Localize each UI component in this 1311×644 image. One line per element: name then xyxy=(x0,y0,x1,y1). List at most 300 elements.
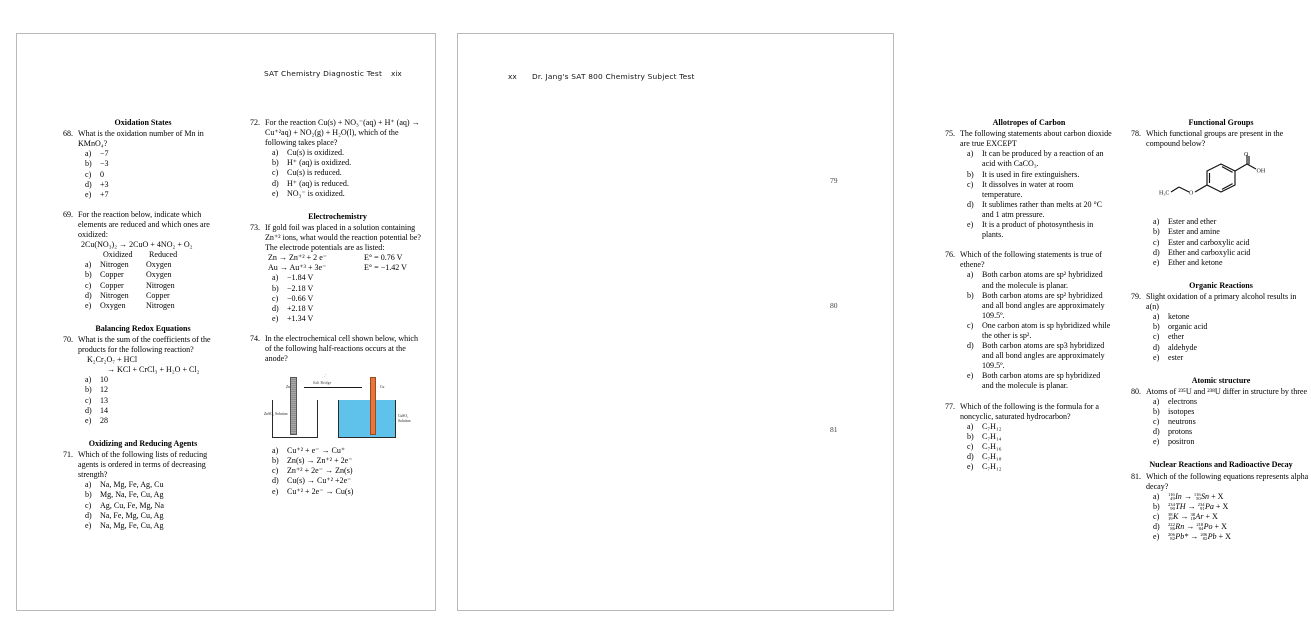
choice[interactable] xyxy=(85,490,223,500)
question-70-equation-line-2: → KCl + CrCl₃ + H₂O + Cl₂ xyxy=(107,365,200,375)
choice-label: d) xyxy=(272,476,279,486)
section-title-nuclear-reactions: Nuclear Reactions and Radioactive Decay xyxy=(1149,460,1293,470)
choice[interactable] xyxy=(85,260,223,270)
question-79-choices xyxy=(1131,312,1311,362)
choice-label: d) xyxy=(1153,342,1160,352)
choice-label: c) xyxy=(85,500,92,510)
choice-label: b) xyxy=(272,158,279,168)
choice-label: a) xyxy=(85,375,92,385)
choice-text: Ether and carboxylic acid xyxy=(1168,247,1251,257)
choice-text: It sublimes rather than melts at 20 °C and 1 atm pressure. xyxy=(982,199,1103,219)
choice[interactable] xyxy=(272,284,425,294)
running-head-right: Dr. Jang's SAT 800 Chemistry Subject Test xyxy=(532,72,695,81)
choice[interactable] xyxy=(272,304,425,314)
choice-label: e) xyxy=(967,462,974,472)
choice[interactable] xyxy=(967,341,1113,371)
choice-text: 0 xyxy=(100,169,105,179)
right-solution-label: CuSO₄ Solution xyxy=(398,414,411,423)
choice-text: One carbon atom is sp hybridized while the other is sp². xyxy=(982,320,1111,340)
choice-label: d) xyxy=(85,405,92,415)
question-75-number: 75. xyxy=(945,129,956,139)
choice[interactable] xyxy=(967,432,1113,442)
choice-label: a) xyxy=(967,421,974,431)
question-70-number: 70. xyxy=(63,335,74,344)
question-81-number: 81. xyxy=(1131,471,1142,481)
choice[interactable] xyxy=(85,375,223,385)
salt-bridge-label: Salt Bridge xyxy=(313,381,332,386)
choice-text: It dissolves in water at room temperature. xyxy=(982,179,1074,199)
question-70-equation-line-1: K₂Cr₂O₇ + HCl xyxy=(87,355,138,365)
choice-label: e) xyxy=(272,313,279,323)
question-76-choices xyxy=(945,270,1113,391)
choice-text: protons xyxy=(1168,427,1193,437)
choice-label: a) xyxy=(272,446,279,456)
choice[interactable] xyxy=(1153,532,1311,542)
choice-label: e) xyxy=(967,371,974,381)
question-77-text: Which of the following is the formula for a noncyclic, saturated hydrocarbon? xyxy=(960,401,1099,421)
nuclear-equation: 222 86Rn → 218 84Po + X xyxy=(1168,521,1227,532)
choice-label: e) xyxy=(272,486,279,496)
choice-text: +7 xyxy=(100,189,109,199)
choice-label: c) xyxy=(85,280,92,290)
question-80-number: 80. xyxy=(1131,386,1142,396)
choice-oxidized: Nitrogen xyxy=(100,260,129,270)
question-78-text: Which functional groups are present in the compound below? xyxy=(1146,129,1284,149)
choice-label: c) xyxy=(1153,512,1160,522)
question-72-text: For the reaction Cu(s) + NO₃⁻(aq) + H⁺ (aq) → Cu⁺²aq) + NO₂(g) + H₂O(l), which of the following takes place? xyxy=(265,118,420,148)
choice[interactable] xyxy=(1153,227,1311,237)
choice-oxidized: Copper xyxy=(100,280,124,290)
question-74-text: In the electrochemical cell shown below, which of the following half-reactions occurs at the anode? xyxy=(265,333,418,364)
choice-text: 10 xyxy=(100,375,109,385)
question-74-choices xyxy=(250,446,425,496)
choice[interactable] xyxy=(1153,353,1311,363)
choice[interactable] xyxy=(1153,258,1311,268)
choice-label: e) xyxy=(1153,352,1160,362)
section-title-allotropes-of-carbon: Allotropes of Carbon xyxy=(992,118,1066,127)
choice-text: Both carbon atoms are sp3 hybridized and all bond angles are approximately 109.5º. xyxy=(982,341,1105,371)
choice-label: d) xyxy=(967,452,974,462)
question-79-number: 79. xyxy=(1131,292,1142,302)
choice-text: Ester and amine xyxy=(1168,227,1220,237)
choice-text: Ether and ketone xyxy=(1168,257,1223,267)
page-right xyxy=(457,33,1309,611)
choice-label: a) xyxy=(1153,217,1160,227)
choice-label: e) xyxy=(1153,257,1160,267)
question-71-number: 71. xyxy=(63,450,74,460)
choice-label: d) xyxy=(1153,427,1160,437)
choice-text: Both carbon atoms are sp² hybridized and the molecule is planar. xyxy=(982,270,1103,290)
choice-text: Cu(s) is oxidized. xyxy=(287,148,344,158)
ether-oxygen-label: O xyxy=(1189,190,1194,197)
choice-label: c) xyxy=(85,169,92,179)
header-oxidized: Oxidized xyxy=(103,250,133,260)
choice[interactable] xyxy=(1153,512,1311,522)
choice[interactable] xyxy=(967,462,1113,472)
question-75 xyxy=(945,129,1113,149)
choice-label: c) xyxy=(272,293,279,303)
choice-text: organic acid xyxy=(1168,322,1208,332)
choice-label: d) xyxy=(1153,247,1160,257)
choice-label: d) xyxy=(85,290,92,300)
question-77-choices xyxy=(945,422,1113,472)
question-74 xyxy=(250,334,425,364)
choice[interactable] xyxy=(967,321,1113,341)
choice-text: 12 xyxy=(100,385,109,395)
molecule-skeletal-diagram xyxy=(1145,151,1295,213)
right-beaker-solution xyxy=(338,400,396,438)
question-71-text: Which of the following lists of reducing agents is ordered in terms of decreasing strength? xyxy=(78,450,208,480)
question-75-text: The following statements about carbon dioxide are true EXCEPT xyxy=(960,129,1112,149)
choice[interactable] xyxy=(272,466,425,476)
choice[interactable] xyxy=(85,480,223,490)
choice-label: e) xyxy=(272,188,279,198)
choice-label: c) xyxy=(1153,417,1160,427)
choice[interactable] xyxy=(1153,417,1311,427)
choice-label: b) xyxy=(1153,501,1160,511)
choice-text: neutrons xyxy=(1168,417,1196,427)
question-69-text: For the reaction below, indicate which elements are reduced and which ones are oxidized: xyxy=(78,209,210,240)
question-71-choices xyxy=(63,480,223,530)
choice[interactable] xyxy=(85,396,223,406)
stray-folio-81: 81 xyxy=(830,425,838,434)
choice[interactable] xyxy=(85,281,223,291)
question-68-number: 68. xyxy=(63,129,74,139)
choice-text: Na, Mg, Fe, Cu, Ag xyxy=(100,520,164,530)
choice-label: c) xyxy=(272,466,279,476)
copper-electrode-icon xyxy=(370,377,376,435)
choice-label: b) xyxy=(85,385,92,395)
half-reaction-potential: E° = −1.42 V xyxy=(364,263,407,273)
question-80 xyxy=(1131,387,1311,397)
column-3 xyxy=(945,118,1113,472)
nuclear-equation: 206 82Pb* → 206 82Pb + X xyxy=(1168,532,1231,542)
choice-text: Cu(s) is reduced. xyxy=(287,168,342,178)
choice-text: Both carbon atoms are sp hybridized and the molecule is planar. xyxy=(982,371,1101,391)
choice-text: −3 xyxy=(100,159,109,169)
choice-text: It is used in fire extinguishers. xyxy=(982,169,1080,179)
header-reduced: Reduced xyxy=(149,250,178,260)
choice[interactable] xyxy=(85,190,223,200)
half-reaction-potential: E° = 0.76 V xyxy=(364,253,403,263)
section-title-oxidizing-reducing-agents: Oxidizing and Reducing Agents xyxy=(88,438,198,448)
section-title-atomic-structure: Atomic structure xyxy=(1191,375,1251,385)
choice-reduced: Copper xyxy=(146,290,170,300)
column-4 xyxy=(1131,118,1311,542)
choice-text: Na, Fe, Mg, Cu, Ag xyxy=(100,510,164,520)
choice-text: NO₃⁻ is oxidized. xyxy=(287,188,345,198)
choice-label: c) xyxy=(1153,237,1160,247)
choice[interactable] xyxy=(272,189,425,199)
question-78-choices xyxy=(1131,217,1311,267)
choice[interactable] xyxy=(272,456,425,466)
choice-label: a) xyxy=(85,260,92,270)
choice-label: d) xyxy=(272,178,279,188)
question-76-number: 76. xyxy=(945,250,956,260)
question-72-number: 72. xyxy=(250,118,261,127)
choice[interactable] xyxy=(85,180,223,190)
section-title-balancing-redox: Balancing Redox Equations xyxy=(95,323,191,333)
choice[interactable] xyxy=(272,294,425,304)
choice-label: d) xyxy=(1153,522,1160,532)
choice[interactable] xyxy=(967,371,1113,391)
choice[interactable] xyxy=(85,149,223,159)
choice[interactable] xyxy=(967,149,1113,169)
choice-label: c) xyxy=(967,441,974,451)
question-73-text: If gold foil was placed in a solution containing Zn⁺² ions, what would the reaction potential be? The electrode potentials are as listed: xyxy=(265,222,421,253)
choice-text: +3 xyxy=(100,179,109,189)
question-79 xyxy=(1131,292,1311,312)
choice-label: e) xyxy=(1153,532,1160,542)
nuclear-equation: 116 49In → 116 50Sn + X xyxy=(1168,491,1224,502)
choice-text: 13 xyxy=(100,395,109,405)
choice-reduced: Oxygen xyxy=(146,260,172,270)
choice[interactable] xyxy=(1153,322,1311,332)
choice-label: a) xyxy=(85,480,92,490)
question-78-number: 78. xyxy=(1131,129,1142,139)
question-70 xyxy=(63,335,223,355)
question-75-choices xyxy=(945,149,1113,240)
salt-bridge-ions-icon: ⋰ xyxy=(322,374,327,380)
choice[interactable] xyxy=(272,487,425,497)
choice-text: It can be produced by a reaction of an acid with CaCO₃. xyxy=(982,149,1104,169)
question-73-number: 73. xyxy=(250,222,261,232)
choice-label: e) xyxy=(85,415,92,425)
choice-label: b) xyxy=(967,431,974,441)
choice[interactable] xyxy=(272,446,425,456)
choice[interactable] xyxy=(85,406,223,416)
question-73 xyxy=(250,223,425,253)
choice[interactable] xyxy=(1153,248,1311,258)
choice-label: d) xyxy=(967,341,974,351)
question-69-choice-headers xyxy=(63,250,223,260)
choice[interactable] xyxy=(1153,332,1311,342)
question-68-choices xyxy=(63,149,223,199)
choice-oxidized: Copper xyxy=(100,270,124,280)
choice-text: −2.18 V xyxy=(287,283,314,293)
choice-label: c) xyxy=(85,395,92,405)
choice[interactable] xyxy=(85,270,223,280)
choice[interactable] xyxy=(272,168,425,178)
choice-text: −1.84 V xyxy=(287,273,314,283)
choice[interactable] xyxy=(1153,437,1311,447)
choice[interactable] xyxy=(272,476,425,486)
choice-label: d) xyxy=(85,179,92,189)
question-81-text: Which of the following equations represents alpha decay? xyxy=(1146,471,1309,491)
choice-label: e) xyxy=(85,189,92,199)
choice-text: 28 xyxy=(100,415,109,425)
choice[interactable] xyxy=(1153,522,1311,532)
choice[interactable] xyxy=(272,179,425,189)
choice[interactable] xyxy=(1153,502,1311,512)
choice[interactable] xyxy=(85,301,223,311)
choice-reduced: Oxygen xyxy=(146,270,172,280)
choice-text: −0.66 V xyxy=(287,293,314,303)
question-69 xyxy=(63,210,223,240)
choice-text: C₇H₁₂ xyxy=(982,421,1002,431)
choice[interactable] xyxy=(967,291,1113,321)
section-title-oxidation-states: Oxidation States xyxy=(114,118,172,127)
choice[interactable] xyxy=(272,148,425,158)
choice-label: e) xyxy=(85,300,92,310)
choice[interactable] xyxy=(967,200,1113,220)
choice-label: d) xyxy=(272,303,279,313)
question-77 xyxy=(945,402,1113,422)
choice-text: ether xyxy=(1168,332,1185,342)
choice[interactable] xyxy=(85,291,223,301)
choice-label: b) xyxy=(1153,407,1160,417)
choice[interactable] xyxy=(272,314,425,324)
question-72-choices xyxy=(250,148,425,198)
question-81-choices xyxy=(1131,492,1311,542)
choice-label: a) xyxy=(967,149,974,159)
choice-text: Ag, Cu, Fe, Mg, Na xyxy=(100,500,164,510)
choice-label: a) xyxy=(272,273,279,283)
organic-compound-figure xyxy=(1145,151,1295,213)
choice[interactable] xyxy=(1153,217,1311,227)
zinc-electrode-icon xyxy=(290,377,297,435)
choice[interactable] xyxy=(967,270,1113,290)
choice-text: Zn(s) → Zn⁺² + 2e⁻ xyxy=(287,456,353,466)
choice[interactable] xyxy=(967,442,1113,452)
half-reaction-equation: Au → Au⁺³ + 3e⁻ xyxy=(268,263,327,273)
choice-text: positron xyxy=(1168,437,1195,447)
choice-label: b) xyxy=(85,490,92,500)
page-left xyxy=(16,33,436,611)
choice[interactable] xyxy=(967,422,1113,432)
choice-text: +1.34 V xyxy=(287,313,314,323)
question-78 xyxy=(1131,129,1311,149)
choice-text: Mg, Na, Fe, Cu, Ag xyxy=(100,490,164,500)
choice-text: ketone xyxy=(1168,312,1190,322)
choice-text: Ester and ether xyxy=(1168,217,1217,227)
choice-label: c) xyxy=(967,320,974,330)
choice[interactable] xyxy=(1153,343,1311,353)
choice-text: Both carbon atoms are sp² hybridized and all bond angles are approximately 109.5º. xyxy=(982,290,1105,320)
choice-reduced: Nitrogen xyxy=(146,280,175,290)
methyl-label: H₃C xyxy=(1159,190,1170,197)
choice-text: Cu(s) → Cu⁺² +2e⁻ xyxy=(287,476,352,486)
choice-label: d) xyxy=(967,199,974,209)
choice[interactable] xyxy=(1153,238,1311,248)
choice-label: a) xyxy=(272,148,279,158)
question-76-text: Which of the following statements is true of ethene? xyxy=(960,250,1102,270)
choice-label: b) xyxy=(1153,322,1160,332)
choice-oxidized: Oxygen xyxy=(100,300,126,310)
choice-label: a) xyxy=(85,149,92,159)
choice-text: −7 xyxy=(100,149,109,159)
question-73-choices xyxy=(250,273,425,323)
choice-reduced: Nitrogen xyxy=(146,300,175,310)
choice-text: aldehyde xyxy=(1168,342,1198,352)
running-head-left: SAT Chemistry Diagnostic Test xyxy=(264,69,383,78)
choice-label: b) xyxy=(272,283,279,293)
choice[interactable] xyxy=(1153,312,1311,322)
column-2 xyxy=(250,118,425,497)
choice[interactable] xyxy=(85,521,223,531)
choice[interactable] xyxy=(967,170,1113,180)
question-80-text: Atoms of ²³⁵U and ²³⁸U differ in structure by three xyxy=(1146,386,1308,396)
choice[interactable] xyxy=(85,170,223,180)
choice-label: e) xyxy=(85,520,92,530)
right-electrode-label: Cu xyxy=(380,385,385,390)
stray-folio-80: 80 xyxy=(830,301,838,310)
choice-text: ester xyxy=(1168,352,1184,362)
choice-text: 14 xyxy=(100,405,109,415)
question-69-equation: 2Cu(NO₃)₂ → 2CuO + 4NO₂ + O₂ xyxy=(81,240,193,250)
choice[interactable] xyxy=(85,416,223,426)
choice-text: C₇H₁₄ xyxy=(982,431,1002,441)
folio-right: xx xyxy=(508,72,517,81)
section-title-functional-groups: Functional Groups xyxy=(1188,118,1254,127)
choice-text: Zn⁺² + 2e⁻ → Zn(s) xyxy=(287,466,353,476)
choice-text: +2.18 V xyxy=(287,303,314,313)
choice[interactable] xyxy=(85,159,223,169)
choice[interactable] xyxy=(85,501,223,511)
question-68 xyxy=(63,129,223,149)
choice-label: b) xyxy=(85,270,92,280)
question-68-text: What is the oxidation number of Mn in KMnO₄? xyxy=(78,129,204,149)
choice-text: Ester and carboxylic acid xyxy=(1168,237,1250,247)
question-73-half-reaction-1 xyxy=(250,253,425,263)
question-76 xyxy=(945,250,1113,270)
question-71 xyxy=(63,450,223,480)
choice[interactable] xyxy=(1153,492,1311,502)
column-1 xyxy=(63,118,223,531)
nuclear-equation: 38 19K → 38 18Ar + X xyxy=(1168,511,1218,522)
choice-text: C₇H₁₆ xyxy=(982,441,1002,451)
half-reaction-equation: Zn → Zn⁺² + 2 e⁻ xyxy=(268,253,328,263)
choice-label: a) xyxy=(1153,312,1160,322)
question-73-half-reaction-2 xyxy=(250,263,425,273)
choice[interactable] xyxy=(272,273,425,283)
choice[interactable] xyxy=(1153,397,1311,407)
choice-label: b) xyxy=(85,159,92,169)
choice[interactable] xyxy=(85,511,223,521)
section-title-electrochemistry: Electrochemistry xyxy=(308,211,367,221)
choice-text: It is a product of photosynthesis in plants. xyxy=(982,220,1094,240)
choice-label: b) xyxy=(272,456,279,466)
choice-label: a) xyxy=(1153,491,1160,501)
choice[interactable] xyxy=(272,158,425,168)
choice-text: C₇H₁₂ xyxy=(982,462,1002,472)
choice-text: electrons xyxy=(1168,397,1198,407)
choice-label: e) xyxy=(1153,437,1160,447)
choice-label: b) xyxy=(967,290,974,300)
choice[interactable] xyxy=(1153,427,1311,437)
choice[interactable] xyxy=(85,385,223,395)
question-69-choices xyxy=(63,260,223,310)
choice[interactable] xyxy=(967,180,1113,200)
electrochemical-cell-figure xyxy=(264,368,414,443)
question-80-choices xyxy=(1131,397,1311,447)
stray-folio-79: 79 xyxy=(830,176,838,185)
section-title-organic-reactions: Organic Reactions xyxy=(1189,280,1253,290)
choice-label: b) xyxy=(1153,227,1160,237)
choice[interactable] xyxy=(967,452,1113,462)
choice-text: H⁺ (aq) is oxidized. xyxy=(287,158,352,168)
question-81 xyxy=(1131,472,1311,492)
choice[interactable] xyxy=(967,220,1113,240)
question-74-number: 74. xyxy=(250,333,261,343)
question-79-text: Slight oxidation of a primary alcohol results in a(n) xyxy=(1146,292,1297,312)
choice-label: c) xyxy=(1153,332,1160,342)
choice-text: Na, Mg, Fe, Ag, Cu xyxy=(100,480,164,490)
choice-label: a) xyxy=(967,270,974,280)
choice-label: e) xyxy=(967,220,974,230)
choice-text: Cu⁺² + 2e⁻ → Cu(s) xyxy=(287,486,354,496)
choice[interactable] xyxy=(1153,407,1311,417)
